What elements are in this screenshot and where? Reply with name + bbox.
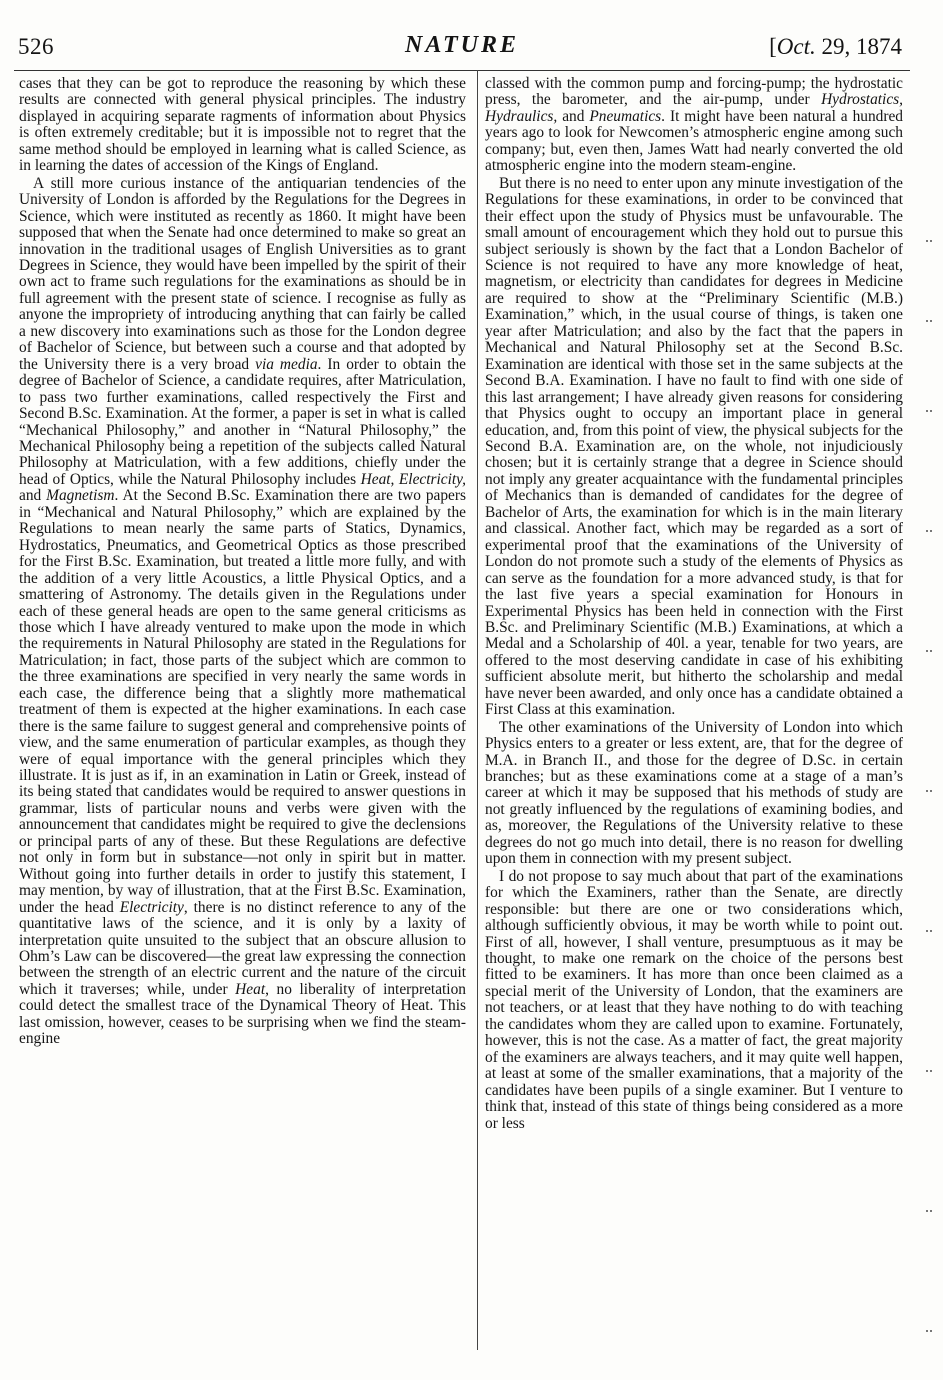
italic-term: via media <box>255 355 318 373</box>
text-run: classed with the common pump and forcing-pump; the hydrostatic press, the barometer, and the air-pump, under <box>485 75 903 109</box>
column-divider <box>477 70 478 1350</box>
left-column <box>19 76 466 1048</box>
text-run: and <box>557 107 590 125</box>
text-run: . It might have been natural a hundred years ago to look for Newcomen’s atmospheric engine among such company; but, even then, James Watt had nearly converted the old atmospheric engine into the modern steam-engine. <box>485 107 903 175</box>
page-number: 526 <box>18 34 54 59</box>
italic-term: Magnetism <box>46 487 115 505</box>
italic-term: Heat, Electricity, <box>360 470 466 488</box>
text-run: . At the Second B.Sc. Examination there are two papers in “Mechanical and Natural Philosophy,” which are explained by the Regulations to mean nearly the same parts of Statics, Dynamics, Hydrostatics, Pneumatics, and Geometrical Optics as those prescribed for the First B.Sc. Examination, but treated a little more fully, and with the addition of a very little Acoustics, a little Physical Optics, and a smattering of Astronomy. The details given in the Regulations under each of these general heads are open to the same general criticisms as those which I have already ventured to make upon the mode in which the requirements in Natural Philosophy are stated in the Regulations for Matriculation; in fact, those parts of the subject which are common to the three examinations are specified in very nearly the same words in each case, the difference being that a slightly more mathematical treatment of them is expected at the higher examinations. In each case there is the same failure to suggest general and comprehensive points of view, and the same enumeration of particular examples, as though they were of equal importance with the general principles which they illustrate. It is just as if, in an examination in Latin or Greek, instead of its being stated that candidates would be required to answer questions in grammar, lists of particular nouns and verbs were given with the announcement that candidates might be required to give the declensions or principal parts of any of these. But these Regulations are defective not only in form but in substance—not only in spirit but in matter. Without going into further details in order to justify this statement, I may mention, by way of illustration, that at the First B.Sc. Examination, under the head <box>19 487 466 916</box>
text-run: , there is no distinct reference to any of the quantitative laws of the science, and it is only by a laxity of interpretation quite unsuited to the subject that an obscure allusion to Ohm’s Law can be discovered—the great law expressing the connection between the strength of an electric current and the nature of the circuit which it traverses; while, under <box>19 898 466 998</box>
journal-title: NATURE <box>404 32 520 58</box>
mark <box>926 410 932 412</box>
paragraph: I do not propose to say much about that part of the examinations for which the Examiners, rather than the Senate, are directly responsible: but there are one or two considerations which, although sufficiently obvious, it may be worth while to point out. First of all, however, I shall venture, presumptuous as it may be thought, to make one remark on the choice of the persons best fitted to be examiners. It has more than once been claimed as a special merit of the University of London, that the examiners are not teachers, or at least that they have nothing to do with teaching the candidates whom they are called upon to examine. Fortunately, however, this is not the case. As a matter of fact, the great majority of the examiners are always teachers, and it may quite well happen, at least at some of the smaller examinations, that a majority of the candidates have been pupils of a single examiner. But I venture to think that, instead of this state of things being considered as a more or less <box>485 867 903 1132</box>
mark <box>926 650 932 652</box>
text-run: , no liberality of interpretation could detect the smallest trace of the Dynamical Theory of Heat. This last omission, however, ceases to be surprising when we find the steam-engine <box>19 980 466 1048</box>
paragraph: The other examinations of the University of London into which Physics enters to a greater or less extent, are, that for the degree of M.A. in Branch II., and those for the degree of D.Sc. in certain branches; but as these examinations come at a stage of a man’s career at which it may be supposed that his methods of study are not greatly influenced by the regulations of examining bodies, and as, moreover, the Regulations of the University relative to these degrees do not go much into detail, there is no reason for dwelling upon them in connection with my present subject. <box>485 718 903 868</box>
mark <box>926 1070 932 1072</box>
italic-term: Pneumatics <box>589 107 662 125</box>
italic-term: Hydrostatics, Hydraulics, <box>485 91 903 125</box>
italic-term: Electricity <box>119 898 184 916</box>
paragraph <box>19 176 466 1048</box>
mark <box>926 1330 932 1332</box>
running-header <box>14 30 910 64</box>
text-run: A still more curious instance of the antiquarian tendencies of the University of London is afforded by the Regulations for the Degrees in Science, which were instituted as recently as 1860. It might have been supposed that when the Senate had once determined to make so great an innovation in the traditional usages of English Universities as to grant Degrees in Science, they would have been impelled by the spirit of their own act to frame such regulations for the examinations as should be in full agreement with the present state of science. I recognise as fully as anyone the impropriety of introducing anything that can fairly be called a new discovery into examinations such as those for the London degree of Bachelor of Science, but between such a course and that adopted by the University there is a very broad <box>19 174 466 373</box>
right-column <box>485 76 903 1132</box>
mark <box>926 1210 932 1212</box>
date-bracket: [ <box>769 34 777 59</box>
date-month: Oct. <box>776 34 816 59</box>
text-run: . In order to obtain the degree of Bachelor of Science, a candidate requires, after Matriculation, to pass two further examinations, called respectively the First and Second B.Sc. Examination. At the former, a paper is set in what is called “Mechanical Philosophy,” and another in “Natural Philosophy,” the Mechanical Philosophy being a repetition of the subjects called Natural Philosophy at Matriculation, with a few additions, chiefly under the head of Optics, while the Natural Philosophy includes <box>19 355 466 488</box>
mark <box>926 320 932 322</box>
bleed-through-marks <box>922 230 940 1360</box>
paragraph: cases that they can be got to reproduce the reasoning by which these results are connected with general physical principles. The industry displayed in acquiring separate ragments of information about Physics is often extremely creditable; but it is impossible not to regret that the same method should be employed in learning what is called Science, as in learning the dates of accession of the Kings of England. <box>19 75 466 175</box>
paragraph: But there is no need to enter upon any minute investigation of the Regulations for these examinations, in order to be convinced that their effect upon the study of Physics must be unfavourable. The small amount of encouragement which they hold out to pursue this subject seriously is shown by the fact that a London Bachelor of Science is not required to have any more knowledge of heat, magnetism, or electricity than candidates for degrees in Medicine are required to show at the “Preliminary Scientific (M.B.) Examination,” which, in the usual course of things, is taken one year after Matriculation; and also by the fact that the papers in Mechanical and Natural Philosophy set at the Second B.Sc. Examination are identical with those set in the same subjects at the Second B.A. Examination. I have no fault to find with one side of this last arrangement; I have already given reasons for considering that Physics ought to occupy an important place in general education, and, from this point of view, the physical subjects for the Second B.A. Examination are, on the whole, not injudiciously chosen; but it is certainly strange that a degree in Science should not imply any greater acquaintance with the fundamental principles of Mechanics than is demanded of candidates for the degree of Bachelor of Arts, the examination for which is in the main literary and classical. Another fact, which may be regarded as a sort of experimental proof that the examinations of the University of London do not promote such a study of the elements of Physics as can serve as the foundation for a more advanced study, is that for the last five years a special examination for Honours in Experimental Physics has been held in connection with the First B.Sc. and Preliminary Scientific (M.B.) Examinations, at which a Medal and a Scholarship of 40l. a year, tenable for two years, are offered to the most deserving candidate in case of his exhibiting sufficient absolute merit, but hitherto the scholarship and medal have never been awarded, and only once has a candidate obtained a First Class at this examination. <box>485 174 903 719</box>
italic-term: Heat <box>235 980 266 998</box>
mark <box>926 790 932 792</box>
paragraph <box>485 76 903 175</box>
mark <box>926 930 932 932</box>
header-rule <box>14 70 910 71</box>
mark <box>926 530 932 532</box>
mark <box>926 240 932 242</box>
text-run: and <box>19 487 47 505</box>
date-day-year: 29, 1874 <box>815 34 902 59</box>
issue-date <box>769 34 902 60</box>
